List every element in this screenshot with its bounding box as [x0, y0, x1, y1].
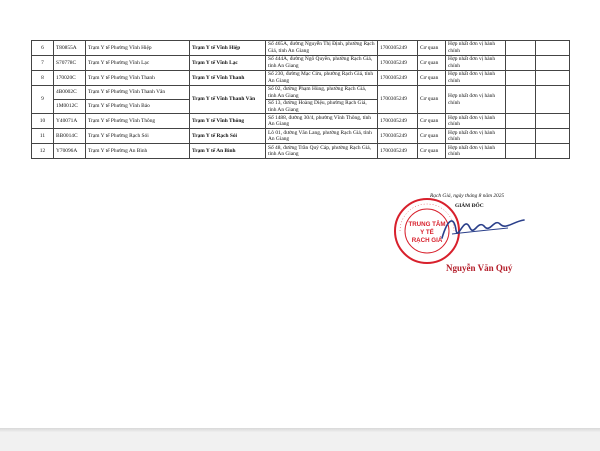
row-note: Hợp nhất đơn vị hành chính: [446, 129, 506, 144]
place-date: Rạch Giá, ngày tháng 8 năm 2025: [430, 193, 505, 199]
row-unit: Trạm Y tế Phường Vĩnh Thanh Vân: [86, 86, 190, 100]
row-address: Số 02, đường Phạm Hùng, phường Rạch Giá, tỉnh An Giang: [266, 86, 378, 100]
empty-cell: [506, 86, 536, 114]
table-row: [32, 129, 570, 144]
row-address: Số 230, đường Mạc Cửu, phường Rạch Giá, tỉnh An Giang: [266, 71, 378, 86]
empty-cell: [506, 56, 536, 71]
row-index: 9: [32, 86, 54, 114]
empty-cell: [506, 144, 536, 159]
row-type: Cơ quan: [418, 129, 446, 144]
row-code: 1M0012C: [54, 100, 86, 114]
row-unit: Trạm Y tế Phường Rạch Sỏi: [86, 129, 190, 144]
row-tax-code: 1700305249: [378, 129, 418, 144]
table-row: [32, 144, 570, 159]
row-tax-code: 1700305249: [378, 86, 418, 114]
row-station: Trạm Y tế Vĩnh Lạc: [190, 56, 266, 71]
signer-title: GIÁM ĐỐC: [455, 203, 484, 209]
row-unit: Trạm Y tế Phường Vĩnh Hiệp: [86, 41, 190, 56]
row-address: Số 13, đường Hoàng Diệu, phường Rạch Giá, tỉnh An Giang: [266, 100, 378, 114]
row-code: Y40071A: [54, 114, 86, 129]
table-row: [32, 114, 570, 129]
stamp-line-3: RẠCH GIÁ: [411, 237, 443, 244]
row-type: Cơ quan: [418, 56, 446, 71]
row-tax-code: 1700305249: [378, 71, 418, 86]
row-code: Y70096A: [54, 144, 86, 159]
row-station: Trạm Y tế Vĩnh Hiệp: [190, 41, 266, 56]
row-code: S70778C: [54, 56, 86, 71]
row-tax-code: 1700305249: [378, 114, 418, 129]
signer-name: Nguyễn Văn Quý: [446, 263, 513, 273]
row-address: Lô 01, đường Văn Lang, phường Rạch Giá, tỉnh An Giang: [266, 129, 378, 144]
row-type: Cơ quan: [418, 41, 446, 56]
row-unit: Trạm Y tế Phường Vĩnh Thông: [86, 114, 190, 129]
row-tax-code: 1700305249: [378, 56, 418, 71]
row-tax-code: 1700305249: [378, 144, 418, 159]
empty-cell: [506, 114, 536, 129]
stamp-line-1: TRUNG TÂM: [408, 221, 446, 228]
empty-cell: [506, 71, 536, 86]
row-index: 11: [32, 129, 54, 144]
page-edge: [0, 428, 600, 432]
row-index: 12: [32, 144, 54, 159]
row-type: Cơ quan: [418, 86, 446, 114]
row-unit: Trạm Y tế Phường Vĩnh Bảo: [86, 100, 190, 114]
empty-cell: [536, 71, 570, 86]
table-row: [32, 41, 570, 56]
row-address: Số 1488, đường 30/4, phường Vĩnh Thông, tỉnh An Giang: [266, 114, 378, 129]
row-index: 10: [32, 114, 54, 129]
row-code: 4B0002C: [54, 86, 86, 100]
row-note: Hợp nhất đơn vị hành chính: [446, 71, 506, 86]
row-type: Cơ quan: [418, 71, 446, 86]
empty-cell: [536, 129, 570, 144]
row-unit: Trạm Y tế Phường Vĩnh Lạc: [86, 56, 190, 71]
row-code: T80855A: [54, 41, 86, 56]
row-station: Trạm Y tế Rạch Sỏi: [190, 129, 266, 144]
row-type: Cơ quan: [418, 114, 446, 129]
row-type: Cơ quan: [418, 144, 446, 159]
empty-cell: [536, 41, 570, 56]
row-index: 8: [32, 71, 54, 86]
row-index: 7: [32, 56, 54, 71]
empty-cell: [506, 129, 536, 144]
row-index: 6: [32, 41, 54, 56]
row-tax-code: 1700305249: [378, 41, 418, 56]
empty-cell: [536, 114, 570, 129]
row-station: Trạm Y tế Vĩnh Thanh Vân: [190, 86, 266, 114]
row-note: Hợp nhất đơn vị hành chính: [446, 144, 506, 159]
empty-cell: [536, 86, 570, 114]
table-row: [32, 71, 570, 86]
row-unit: Trạm Y tế Phường An Bình: [86, 144, 190, 159]
empty-cell: [506, 41, 536, 56]
row-code: 170020C: [54, 71, 86, 86]
row-address: Số 48, đường Trần Quý Cáp, phường Rạch Giá, tỉnh An Giang: [266, 144, 378, 159]
table-row: [32, 56, 570, 71]
empty-cell: [536, 56, 570, 71]
row-station: Trạm Y tế Vĩnh Thông: [190, 114, 266, 129]
table-row: [32, 86, 570, 100]
handwritten-signature: [438, 208, 528, 248]
row-note: Hợp nhất đơn vị hành chính: [446, 114, 506, 129]
stamp-line-2: Y TẾ: [420, 229, 434, 236]
row-address: Số 465A, đường Nguyễn Thị Định, phường Rạch Giá, tỉnh An Giang: [266, 41, 378, 56]
row-station: Trạm Y tế An Bình: [190, 144, 266, 159]
row-address: Số 444A, đường Ngô Quyền, phường Rạch Giá, tỉnh An Giang: [266, 56, 378, 71]
row-note: Hợp nhất đơn vị hành chính: [446, 56, 506, 71]
empty-cell: [536, 144, 570, 159]
row-note: Hợp nhất đơn vị hành chính: [446, 86, 506, 114]
row-note: Hợp nhất đơn vị hành chính: [446, 41, 506, 56]
row-code: BB0014C: [54, 129, 86, 144]
facility-table: [31, 40, 570, 159]
row-unit: Trạm Y tế Phường Vĩnh Thanh: [86, 71, 190, 86]
row-station: Trạm Y tế Vĩnh Thanh: [190, 71, 266, 86]
